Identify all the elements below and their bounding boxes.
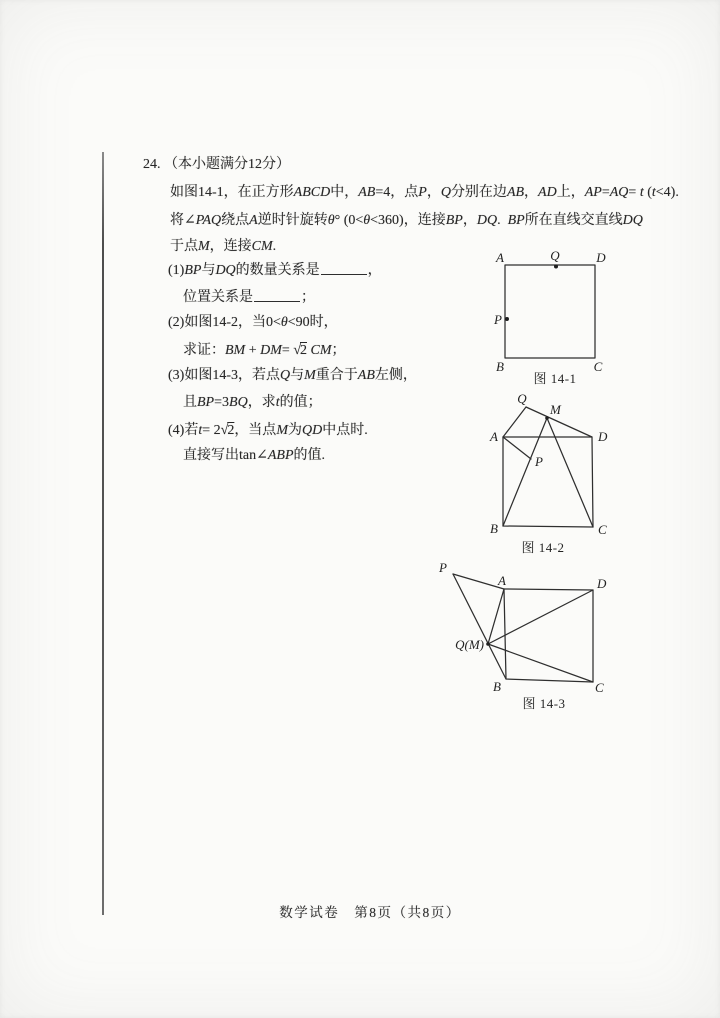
segment-aq	[488, 589, 504, 644]
part-2b-post: CM；	[310, 343, 346, 358]
part-2-line-2	[183, 342, 346, 360]
figure-caption: 图 14-3	[522, 696, 566, 711]
part-2-line-1: (2)如图14-2，当0<θ<90时，	[168, 315, 338, 330]
part-1-text: (1)BP与DQ的数量关系是	[168, 263, 320, 278]
vertex-label-d: D	[598, 429, 608, 444]
part-3-line-2: 且BP=3BQ，求t的值；	[183, 395, 322, 410]
answer-blank-position	[254, 288, 300, 302]
segment-pa	[453, 574, 504, 589]
answer-blank-quantity	[321, 261, 367, 275]
vertex-label-b: B	[493, 679, 501, 694]
part-4-pre: (4)若t= 2	[168, 423, 221, 438]
point-q-dot	[554, 265, 558, 269]
problem-intro-line-3: 于点M，连接CM.	[170, 239, 277, 254]
vertex-label-a: A	[496, 250, 504, 265]
segment-ap	[503, 437, 531, 459]
problem-number: 24.	[143, 157, 161, 172]
segment-aq	[503, 407, 526, 437]
part-1-line-1	[168, 261, 382, 280]
segment-bm-through-p	[503, 418, 547, 526]
point-p-dot	[505, 317, 509, 321]
sqrt-icon: √	[220, 423, 228, 438]
vertex-label-p: P	[535, 454, 543, 469]
vertex-label-d: D	[597, 576, 607, 591]
vertex-label-a: A	[490, 429, 498, 444]
vertex-label-q: Q	[550, 248, 560, 263]
problem-intro-line-2: 将∠PAQ绕点A逆时针旋转θ° (0<θ<360)，连接BP，DQ. BP所在直线交直线DQ	[170, 213, 643, 228]
figure-14-3	[416, 558, 621, 713]
problem-header	[143, 156, 290, 174]
problem-intro-line-1: 如图14-1，在正方形ABCD中，AB=4，点P，Q分别在边AB，AD上，AP=AQ= t (t<4).	[170, 185, 679, 200]
part-1-line-2	[183, 288, 315, 307]
square-abcd	[504, 589, 593, 682]
part-1b-semicolon: ；	[301, 290, 315, 305]
vertex-label-q: Q	[517, 391, 527, 406]
figure-14-2	[458, 392, 643, 562]
vertex-label-p: P	[494, 312, 502, 327]
page-margin-line	[102, 152, 104, 915]
vertex-label-m: M	[550, 402, 561, 417]
part-2b-radicand: 2	[300, 343, 307, 358]
part-1-comma: ，	[367, 263, 382, 278]
vertex-label-p: P	[439, 560, 447, 575]
part-2b-pre: 求证：BM + DM=	[183, 343, 294, 358]
segment-pb-through-q	[453, 574, 506, 679]
problem-score-note: （本小题满分12分）	[164, 157, 290, 172]
part-4-radicand: 2	[227, 423, 235, 438]
part-1b-text: 位置关系是	[183, 290, 253, 305]
vertex-label-c: C	[593, 359, 603, 374]
part-3-line-1: (3)如图14-3，若点Q与M重合于AB左侧，	[168, 368, 417, 383]
vertex-label-c: C	[598, 522, 607, 537]
figure-caption: 图 14-2	[521, 540, 565, 555]
part-4-line-1	[168, 422, 368, 440]
figure-14-1	[480, 248, 630, 390]
figure-caption: 图 14-1	[533, 371, 577, 386]
vertex-label-a: A	[498, 573, 506, 588]
part-4-post: ，当点M为QD中点时.	[234, 423, 368, 438]
vertex-label-b: B	[490, 521, 498, 536]
vertex-label-d: D	[596, 250, 606, 265]
page-footer: 数学试卷 第8页（共8页）	[279, 905, 461, 920]
point-m-dot	[545, 416, 549, 420]
point-qm-dot	[486, 642, 490, 646]
vertex-label-c: C	[595, 680, 604, 695]
segment-qc	[488, 644, 593, 682]
vertex-label-b: B	[496, 359, 504, 374]
sqrt-icon: √	[293, 343, 300, 358]
vertex-label-qm: Q(M)	[455, 637, 484, 652]
square-abcd	[505, 265, 595, 358]
square-abcd	[503, 437, 593, 527]
part-4-line-2: 直接写出tan∠ABP的值.	[183, 448, 325, 463]
